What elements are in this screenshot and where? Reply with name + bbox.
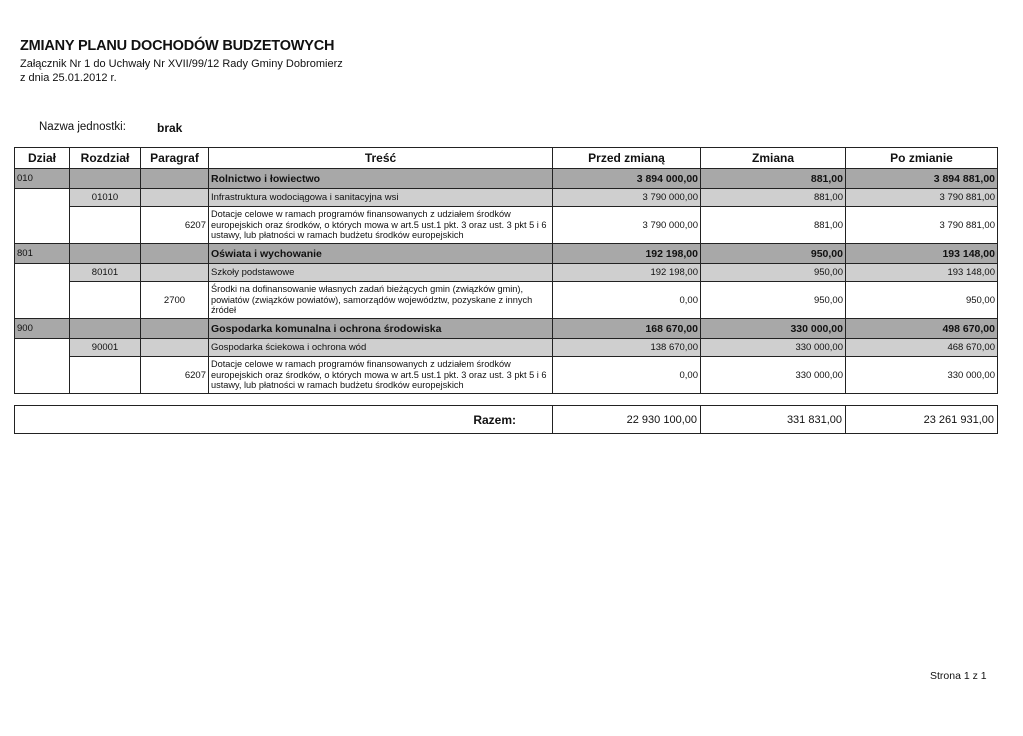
total-label: Razem: — [15, 406, 553, 434]
cell-dzial — [15, 264, 70, 282]
table-row-section — [15, 244, 998, 264]
cell-po-zmianie: 3 790 881,00 — [846, 189, 998, 207]
cell-rozdzial — [70, 357, 141, 394]
cell-tresc: Oświata i wychowanie — [209, 244, 553, 264]
cell-zmiana: 881,00 — [701, 189, 846, 207]
total-przed-zmiana: 22 930 100,00 — [553, 406, 701, 434]
cell-paragraf — [141, 264, 209, 282]
cell-paragraf — [141, 189, 209, 207]
document-subtitle-resolution: Załącznik Nr 1 do Uchwały Nr XVII/99/12 Rady Gminy Dobromierz — [20, 58, 343, 70]
cell-po-zmianie: 3 790 881,00 — [846, 207, 998, 244]
table-row-subsection — [15, 264, 998, 282]
cell-tresc: Środki na dofinansowanie własnych zadań bieżących gmin (związków gmin), powiatów (związków powiatów), samorządów województw, pozyskane z innych źródeł — [209, 282, 553, 319]
column-header-zmiana: Zmiana — [701, 148, 846, 169]
cell-tresc: Gospodarka ściekowa i ochrona wód — [209, 339, 553, 357]
unit-name-label: Nazwa jednostki: — [39, 121, 126, 133]
total-zmiana: 331 831,00 — [701, 406, 846, 434]
table-row-section — [15, 169, 998, 189]
cell-zmiana: 330 000,00 — [701, 357, 846, 394]
cell-tresc: Gospodarka komunalna i ochrona środowiska — [209, 319, 553, 339]
cell-po-zmianie: 498 670,00 — [846, 319, 998, 339]
cell-zmiana: 881,00 — [701, 169, 846, 189]
cell-rozdzial — [70, 207, 141, 244]
cell-dzial — [15, 189, 70, 207]
cell-dzial — [15, 339, 70, 357]
cell-rozdzial — [70, 169, 141, 189]
cell-paragraf — [141, 244, 209, 264]
cell-dzial — [15, 207, 70, 244]
total-table — [14, 405, 998, 434]
cell-przed-zmiana: 3 790 000,00 — [553, 189, 701, 207]
cell-rozdzial: 90001 — [70, 339, 141, 357]
cell-po-zmianie: 193 148,00 — [846, 264, 998, 282]
cell-rozdzial: 01010 — [70, 189, 141, 207]
cell-zmiana: 330 000,00 — [701, 339, 846, 357]
document-title: ZMIANY PLANU DOCHODÓW BUDZETOWYCH — [20, 38, 335, 54]
cell-paragraf: 6207 — [141, 357, 209, 394]
cell-paragraf — [141, 319, 209, 339]
cell-zmiana: 950,00 — [701, 244, 846, 264]
cell-paragraf: 2700 — [141, 282, 209, 319]
table-header-row — [15, 148, 998, 169]
total-po-zmianie: 23 261 931,00 — [846, 406, 998, 434]
cell-paragraf: 6207 — [141, 207, 209, 244]
column-header-tresc: Treść — [209, 148, 553, 169]
cell-po-zmianie: 950,00 — [846, 282, 998, 319]
cell-dzial — [15, 282, 70, 319]
cell-paragraf — [141, 339, 209, 357]
cell-po-zmianie: 468 670,00 — [846, 339, 998, 357]
cell-rozdzial — [70, 244, 141, 264]
cell-tresc: Rolnictwo i łowiectwo — [209, 169, 553, 189]
cell-przed-zmiana: 168 670,00 — [553, 319, 701, 339]
cell-rozdzial: 80101 — [70, 264, 141, 282]
cell-paragraf — [141, 169, 209, 189]
cell-zmiana: 881,00 — [701, 207, 846, 244]
cell-przed-zmiana: 0,00 — [553, 357, 701, 394]
cell-przed-zmiana: 3 894 000,00 — [553, 169, 701, 189]
column-header-paragraf: Paragraf — [141, 148, 209, 169]
unit-name-value: brak — [157, 121, 183, 135]
cell-przed-zmiana: 192 198,00 — [553, 264, 701, 282]
cell-zmiana: 950,00 — [701, 282, 846, 319]
cell-dzial — [15, 357, 70, 394]
cell-rozdzial — [70, 282, 141, 319]
table-row-detail — [15, 357, 998, 394]
total-row — [15, 406, 998, 434]
cell-tresc: Dotacje celowe w ramach programów finansowanych z udziałem środków europejskich oraz środków, o których mowa w art.5 ust.1 pkt. 3 oraz ust. 3 pkt 5 i 6 ustawy, lub płatności w ramach budżetu środków europejskich — [209, 207, 553, 244]
table-row-detail — [15, 282, 998, 319]
column-header-po-zmianie: Po zmianie — [846, 148, 998, 169]
cell-tresc: Infrastruktura wodociągowa i sanitacyjna wsi — [209, 189, 553, 207]
cell-po-zmianie: 330 000,00 — [846, 357, 998, 394]
column-header-dzial: Dział — [15, 148, 70, 169]
cell-rozdzial — [70, 319, 141, 339]
cell-przed-zmiana: 3 790 000,00 — [553, 207, 701, 244]
page-number: Strona 1 z 1 — [930, 670, 987, 682]
cell-dzial: 010 — [15, 169, 70, 189]
cell-po-zmianie: 3 894 881,00 — [846, 169, 998, 189]
table-row-detail — [15, 207, 998, 244]
cell-po-zmianie: 193 148,00 — [846, 244, 998, 264]
cell-tresc: Dotacje celowe w ramach programów finansowanych z udziałem środków europejskich oraz środków, o których mowa w art.5 ust.1 pkt. 3 oraz ust. 3 pkt 5 i 6 ustawy, lub płatności w ramach budżetu środków europejskich — [209, 357, 553, 394]
cell-przed-zmiana: 138 670,00 — [553, 339, 701, 357]
cell-dzial: 801 — [15, 244, 70, 264]
cell-zmiana: 330 000,00 — [701, 319, 846, 339]
column-header-przed-zmiana: Przed zmianą — [553, 148, 701, 169]
table-row-section — [15, 319, 998, 339]
cell-przed-zmiana: 0,00 — [553, 282, 701, 319]
cell-przed-zmiana: 192 198,00 — [553, 244, 701, 264]
table-row-subsection — [15, 189, 998, 207]
cell-tresc: Szkoły podstawowe — [209, 264, 553, 282]
cell-zmiana: 950,00 — [701, 264, 846, 282]
cell-dzial: 900 — [15, 319, 70, 339]
column-header-rozdzial: Rozdział — [70, 148, 141, 169]
budget-changes-table — [14, 147, 998, 394]
document-subtitle-date: z dnia 25.01.2012 r. — [20, 72, 117, 84]
table-row-subsection — [15, 339, 998, 357]
